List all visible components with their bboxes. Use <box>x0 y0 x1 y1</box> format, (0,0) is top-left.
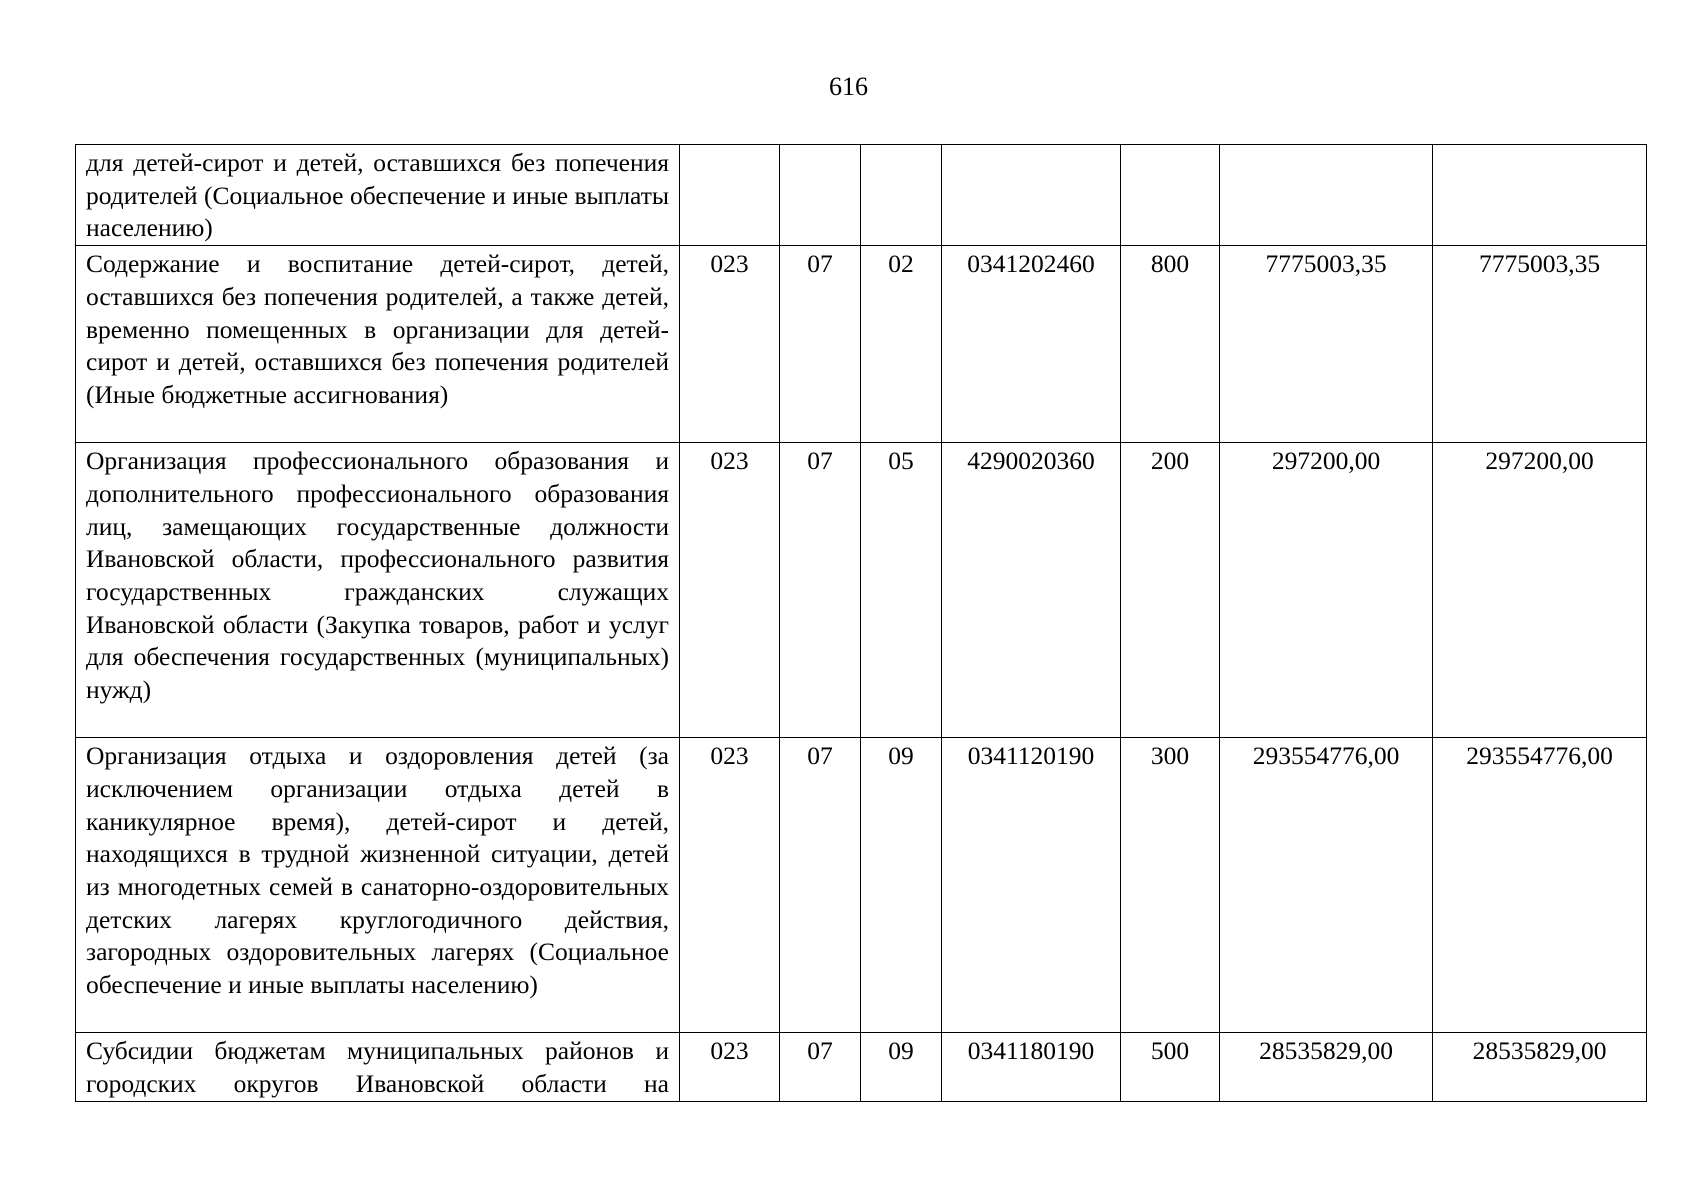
amount-second: 293554776,00 <box>1433 738 1647 1033</box>
budget-table <box>75 144 1647 1102</box>
expense-type-code: 200 <box>1121 443 1220 738</box>
amount-second <box>1433 145 1647 246</box>
expense-type-code: 800 <box>1121 246 1220 443</box>
amount-first <box>1220 145 1433 246</box>
amount-second: 28535829,00 <box>1433 1033 1647 1101</box>
section-code: 07 <box>780 246 861 443</box>
amount-first: 293554776,00 <box>1220 738 1433 1033</box>
amount-first: 7775003,35 <box>1220 246 1433 443</box>
ministry-code: 023 <box>680 443 780 738</box>
target-article-code: 0341120190 <box>942 738 1121 1033</box>
amount-second: 7775003,35 <box>1433 246 1647 443</box>
target-article-code: 0341180190 <box>942 1033 1121 1101</box>
expense-type-code: 300 <box>1121 738 1220 1033</box>
row-description: для детей-сирот и детей, оставшихся без попечения родителей (Социальное обеспечение и иные выплаты населению) <box>76 145 680 246</box>
amount-second: 297200,00 <box>1433 443 1647 738</box>
section-code: 07 <box>780 738 861 1033</box>
row-description: Содержание и воспитание детей-сирот, детей, оставшихся без попечения родителей, а также детей, временно помещенных в организации для детей-сирот и детей, оставшихся без попечения родителей (Иные бюджетные ассигнования) <box>76 246 680 443</box>
subsection-code <box>861 145 942 246</box>
expense-type-code: 500 <box>1121 1033 1220 1101</box>
table-row <box>76 738 1647 1033</box>
page-number: 616 <box>829 72 868 101</box>
subsection-code: 05 <box>861 443 942 738</box>
ministry-code: 023 <box>680 246 780 443</box>
subsection-code: 09 <box>861 1033 942 1101</box>
table-row <box>76 1033 1647 1101</box>
amount-first: 28535829,00 <box>1220 1033 1433 1101</box>
ministry-code: 023 <box>680 738 780 1033</box>
row-description: Организация профессионального образования и дополнительного профессионального образования лиц, замещающих государственные должности Ивановской области, профессионального развития государственных гражданских служащих Ивановской области (Закупка товаров, работ и услуг для обеспечения государственных (муниципальных) нужд) <box>76 443 680 738</box>
row-description: Организация отдыха и оздоровления детей (за исключением организации отдыха детей в каникулярное время), детей-сирот и детей, находящихся в трудной жизненной ситуации, детей из многодетных семей в санаторно-оздоровительных детских лагерях круглогодичного действия, загородных оздоровительных лагерях (Социальное обеспечение и иные выплаты населению) <box>76 738 680 1033</box>
table-row <box>76 145 1647 246</box>
row-description: Субсидии бюджетам муниципальных районов и городских округов Ивановской области на <box>76 1033 680 1101</box>
amount-first: 297200,00 <box>1220 443 1433 738</box>
section-code: 07 <box>780 443 861 738</box>
table-row <box>76 246 1647 443</box>
section-code: 07 <box>780 1033 861 1101</box>
target-article-code: 0341202460 <box>942 246 1121 443</box>
target-article-code: 4290020360 <box>942 443 1121 738</box>
section-code <box>780 145 861 246</box>
subsection-code: 09 <box>861 738 942 1033</box>
ministry-code: 023 <box>680 1033 780 1101</box>
expense-type-code <box>1121 145 1220 246</box>
ministry-code <box>680 145 780 246</box>
table-row <box>76 443 1647 738</box>
target-article-code <box>942 145 1121 246</box>
subsection-code: 02 <box>861 246 942 443</box>
